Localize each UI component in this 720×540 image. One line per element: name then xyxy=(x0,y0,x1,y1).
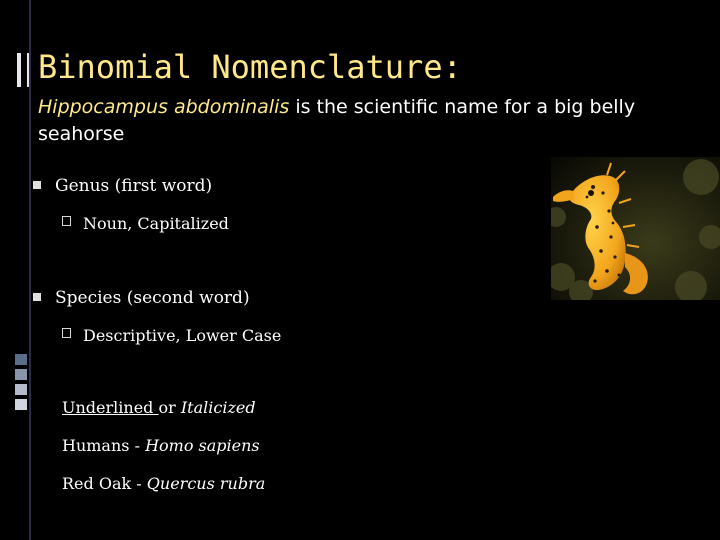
italicized-text: Italicized xyxy=(180,398,256,417)
bullet-species-text: Species (second word) xyxy=(55,288,250,308)
sub-bullet-species-text: Descriptive, Lower Case xyxy=(83,326,282,345)
slide-title: Binomial Nomenclature: xyxy=(38,48,462,86)
humans-label: Humans - xyxy=(62,436,146,455)
red-oak-label: Red Oak - xyxy=(62,474,147,493)
title-marker-inner xyxy=(21,53,27,87)
sub-bullet-species xyxy=(62,326,281,345)
bullet-genus xyxy=(33,176,212,196)
hollow-square-bullet-icon xyxy=(62,216,71,226)
example-red-oak xyxy=(62,474,265,493)
or-text: or xyxy=(158,398,181,417)
scientific-name: Hippocampus abdominalis xyxy=(38,96,290,118)
bullet-genus-text: Genus (first word) xyxy=(55,176,213,196)
square-bullet-icon xyxy=(33,293,41,301)
seahorse-photo xyxy=(551,157,720,300)
vertical-divider xyxy=(29,0,31,540)
square-1 xyxy=(15,354,27,365)
example-humans xyxy=(62,436,260,455)
square-4 xyxy=(15,399,27,410)
square-3 xyxy=(15,384,27,395)
humans-scientific-name: Homo sapiens xyxy=(145,436,260,455)
hollow-square-bullet-icon xyxy=(62,328,71,338)
underlined-text: Underlined xyxy=(62,398,159,417)
sub-bullet-genus xyxy=(62,214,229,233)
square-2 xyxy=(15,369,27,380)
subtitle-text: is the scientific name for a big belly seahorse xyxy=(38,96,636,145)
decorative-squares xyxy=(15,354,27,414)
slide-subtitle xyxy=(38,94,678,148)
format-note xyxy=(62,398,256,417)
red-oak-scientific-name: Quercus rubra xyxy=(146,474,266,493)
square-bullet-icon xyxy=(33,181,41,189)
sub-bullet-genus-text: Noun, Capitalized xyxy=(83,214,229,233)
bullet-species xyxy=(33,288,250,308)
